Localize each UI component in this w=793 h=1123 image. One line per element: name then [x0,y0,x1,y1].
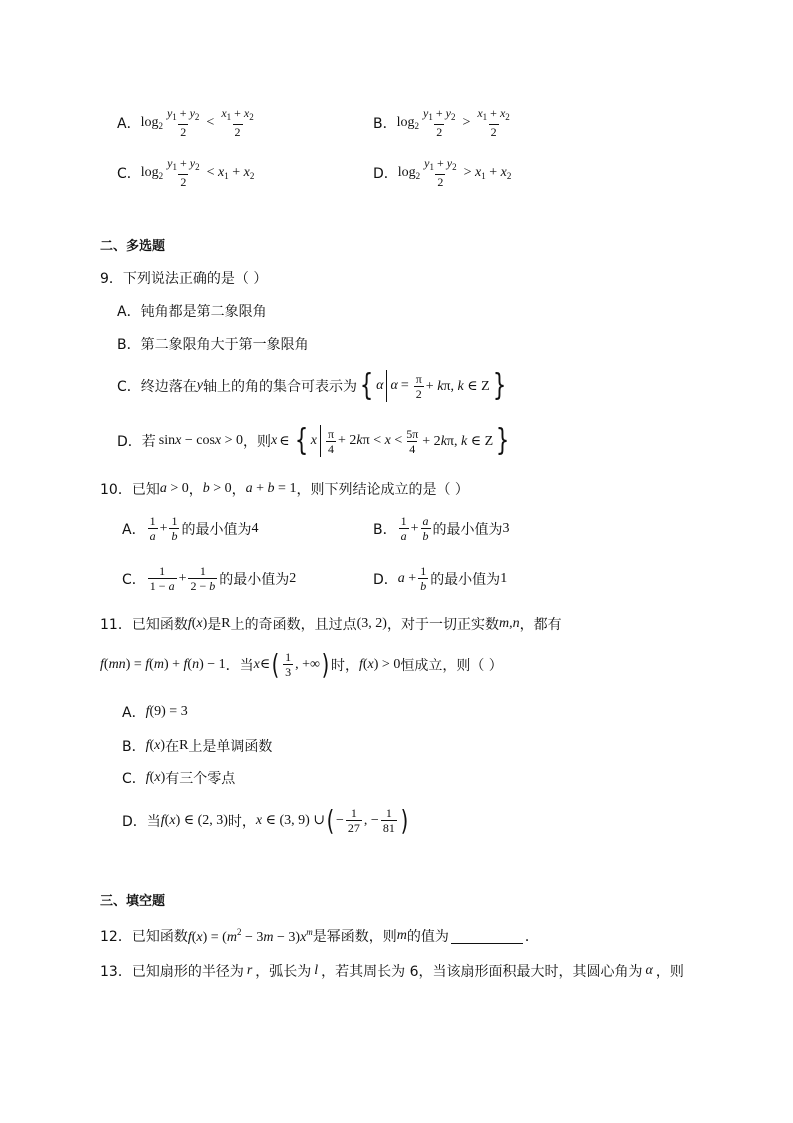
math: ∈ [259,657,271,672]
q8-option-b [373,106,514,139]
math: 4 [251,520,259,536]
math-brace: } [495,423,510,458]
question-text: ，若其周长为 6，当该扇形面积最大时，其圆心角为 [321,964,643,980]
math-paren: ( [326,803,335,837]
answer-blank[interactable] [451,929,523,944]
option-label: D． [373,165,398,182]
math: f(mn) = f(m) + f(n) − 1 [100,656,226,672]
question-text: 12．已知函数 [100,929,188,945]
question-text: ，都有 [519,617,562,633]
math: R [221,616,231,631]
fraction: $\frac{5\pi}{4}$ [406,426,419,456]
math: α [645,963,653,978]
math: $f(x) = (m^2 - 3m - 3)x^m$ [187,926,313,945]
math: f(9) = 3 [145,704,188,719]
option-text: 的最小值为 [430,571,501,588]
question-text: ． [524,929,539,945]
math: x ∈ (3, 9) ∪ [255,813,326,828]
fraction: $\frac{y_1 + y_2}{2}$ [423,106,456,139]
question-text: 时， [330,657,359,674]
fraction: $\frac{1}{2 - b}$ [190,564,216,593]
q11-stem-line2 [100,647,503,681]
question-text: 的值为 [406,929,449,945]
math: sinx − cosx > 0 [158,433,244,448]
math: f(x) [145,770,166,785]
fraction: $\frac{1}{a}$ [400,514,407,543]
math: + kπ, k ∈ Z [425,378,490,394]
option-text: A．钝角都是第二象限角 [117,304,267,320]
math-brace: { [294,423,308,458]
fraction: $\frac{1}{1 - a}$ [149,564,175,593]
q8-option-c [117,156,257,189]
math: , − [363,812,379,828]
math: = [400,378,409,393]
section-title: 二、多选题 [100,239,166,254]
fraction: $\frac{1}{27}$ [347,806,360,835]
math: x [253,656,260,672]
question-text: 13．已知扇形的半径为 [100,964,244,980]
fraction: $\frac{1}{a}$ [149,514,156,543]
option-label: C． [122,771,146,787]
option-label: A． [117,115,141,132]
q10-option-a [122,514,258,543]
fraction: $\frac{\pi}{4}$ [327,426,334,456]
option-text: 轴上的角的集合可表示为 [203,379,357,395]
q9-option-b [117,334,309,354]
fraction: $\frac{y_1 + y_2}{2}$ [166,106,200,139]
question-text: 恒成立，则（ ） [400,657,503,674]
option-label: C． [122,571,146,588]
fraction: $\frac{a}{b}$ [422,514,429,543]
option-text: C．终边落在 [117,379,197,395]
question-text: 10．已知 [100,482,160,498]
question-text: ．当 [225,657,254,674]
math-brace: } [492,368,506,403]
q9-stem [100,268,267,288]
math: $\log_2$ [140,164,164,181]
question-text: 是幂函数，则 [312,929,397,945]
option-text: B．第二象限角大于第一象限角 [117,337,309,353]
math: α [376,378,384,393]
q11-option-c [122,768,235,788]
q10-option-c [122,564,296,593]
math: 1 [500,570,508,586]
q9-option-c [117,370,509,402]
option-label: D．当 [122,813,161,830]
math-paren: ( [271,647,280,681]
question-text: 11．已知函数 [100,617,188,633]
math: r [246,963,253,978]
math: + [178,570,187,586]
option-text: 上是单调函数 [188,739,273,755]
option-label: D． [373,571,398,588]
comma: ， [188,482,203,498]
math: 3 [502,520,510,536]
math: $\log_2$ [396,114,419,131]
math: a > 0 [159,481,189,496]
q11-stem-line1: 11．已知函数 f(x) 是 R 上的奇函数，且过点 (3, 2) ，对于一切正实数 m , n ，都有 [100,616,562,633]
option-label: A． [122,705,146,721]
q11-option-a [122,702,188,722]
question-text: ，对于一切正实数 [386,617,499,633]
math: (3, 2) [356,616,387,631]
fraction: $\frac{1}{81}$ [382,806,395,835]
option-label: A． [122,521,146,538]
math: $\log_2$ [397,164,421,181]
option-text: 时， [227,813,256,830]
q12 [100,926,539,946]
math: > [462,114,471,130]
math-paren: ) [321,647,330,681]
section-heading [100,890,165,909]
q8-option-a [117,106,258,139]
math-bar [320,425,321,457]
q11-option-b [122,736,272,756]
option-label: B． [373,115,397,132]
option-text: 在 [165,739,180,755]
option-label: C． [117,165,141,182]
math: + [410,520,419,536]
math: + [159,520,168,536]
option-label: B． [373,521,397,538]
math: y [196,378,203,393]
question-text: 是 [207,617,222,633]
option-text: D．若 [117,434,156,450]
math: m [498,616,510,631]
math: f(x) [187,616,208,631]
fraction: $\frac{y_1 + y_2}{2}$ [167,156,200,189]
math: 2 [289,570,297,586]
fraction: $\frac{\pi}{2}$ [415,371,422,401]
math: , +∞ [295,656,321,672]
math: f(x) ∈ (2, 3) [160,813,228,828]
option-text: 的最小值为 [181,521,252,538]
question-text: 9．下列说法正确的是（ ） [100,271,268,287]
option-label: B． [122,739,146,755]
q9-option-d [117,425,512,457]
math: x [310,433,317,448]
q9-option-a [117,301,267,321]
math: ∈ [279,433,290,449]
math: x [271,433,278,448]
option-text: ，则 [243,434,272,450]
math: f(x) [145,738,166,753]
q10-stem [100,479,469,499]
option-text: 的最小值为 [219,571,290,588]
section-title: 三、填空题 [100,894,166,909]
math: b > 0 [202,481,232,496]
math-brace: { [359,368,374,403]
fraction: $\frac{1}{b}$ [171,514,178,543]
q11-option-d [122,803,410,837]
question-text: ，则 [655,964,684,980]
math-bar [386,370,387,402]
math: a + b = 1 [245,481,297,496]
q10-option-b [373,514,510,543]
section-heading [100,235,165,254]
math: < $x_1 + x_2$ [206,164,255,181]
math: + 2kπ < x < [338,433,403,448]
math: α [390,378,398,393]
math: − [336,812,344,828]
q10-option-d [373,564,507,593]
math: $\log_2$ [140,114,163,131]
math: < [206,114,215,130]
question-text: ，弧长为 [255,964,312,980]
q8-option-d [373,156,514,189]
math: l [314,963,319,978]
math: a + [397,570,417,586]
fraction: $\frac{1}{3}$ [285,650,292,679]
question-text: ，则下列结论成立的是（ ） [296,482,469,498]
question-text: 上的奇函数，且过点 [230,617,357,633]
fraction: $\frac{1}{b}$ [420,564,427,593]
math-paren: ) [400,803,409,837]
option-text: 的最小值为 [432,521,503,538]
math: > $x_1 + x_2$ [463,164,512,181]
q13 [100,961,684,981]
comma: ， [231,482,246,498]
math: m [396,928,407,943]
math: R [179,738,189,753]
fraction: $\frac{x_1 + x_2}{2}$ [221,106,254,139]
option-text: 有三个零点 [165,771,236,787]
math: f(x) > 0 [358,656,401,672]
fraction: $\frac{y_1 + y_2}{2}$ [424,156,457,189]
fraction: $\frac{x_1 + x_2}{2}$ [477,106,510,139]
math: + 2kπ, k ∈ Z [422,433,494,449]
